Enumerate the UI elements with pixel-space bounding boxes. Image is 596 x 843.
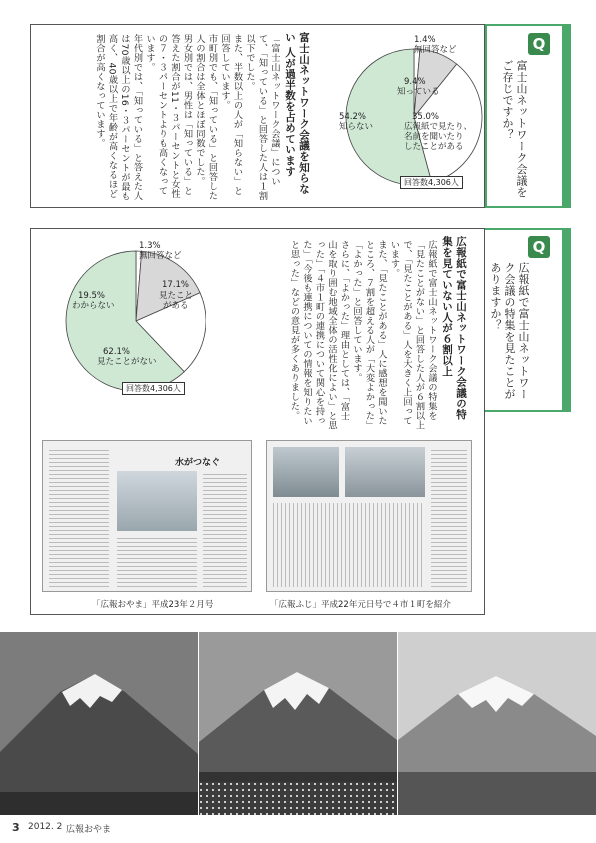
thumb1-text-block-2 [203, 471, 247, 587]
survey1-label-noans-pct: 1.4% [414, 35, 436, 45]
survey1-label-heard-2: 名前を聞いたり [404, 132, 464, 142]
thumb2-photo [273, 447, 339, 497]
caption-fuji: 「広報ふじ」平成22年元日号で４市１町を紹介 [270, 600, 451, 610]
survey2-label-notseen-pct: 62.1% [103, 347, 131, 357]
newsletter-thumbnail-oyama [42, 440, 252, 592]
survey1-label-know: 知っている [397, 87, 440, 97]
mt-fuji-photo-1 [0, 632, 198, 815]
survey2-heading: 広報紙で富士山ネットワーク会議の特 集を見ていない人が６割以上 [441, 236, 467, 420]
survey2-body-text: 広報紙で富士山ネットワーク会議の特集を「見たことがない」と回答した人が６割以上で、「見たことがある」人を大きく上回っています。 また、「見たことがある」人に感想を聞いたところ、７割を超える人が「大変よかった」「よかった」と回答しています。 さらに、「よかった」理由としては、「富士山を取り囲む地域全体の活性化によい」と思った」「４市１町の連携について関心を持った」「今後も連携についての情報を知りたいと思った」などの意見が多くありました。 [288, 240, 437, 430]
survey1-label-heard-pct: 35.0% [412, 112, 440, 122]
survey1-label-heard-3: したことがある [404, 142, 464, 152]
footer-publication: 広報おやま [66, 825, 112, 835]
survey1-label-noans: 無回答など [414, 45, 457, 55]
mt-fuji-photo-2 [199, 632, 397, 815]
survey1-question-text: 富士山ネットワーク会議をご存じですか？ [501, 60, 528, 198]
thumb2-text-block [431, 447, 467, 587]
survey1-body-text: 「富士山ネットワーク会議」について、「知っている」と回答した人は１割以下でした。 また、半数以上の人が「知らない」と回答しています。 市町別でも、「知っている」と回答した人の割合は全体とほぼ同数でした。 男女別では、男性は「知っている」と答えた割合が11・３パーセントと女性の７・３パーセントよりも高くなっています。 年代別では、「知っている」と答えた人は70歳以上の16・３パーセントが最も高く、40歳以上で年齢が高くなるほど割合が高くなっています。 [94, 34, 280, 202]
thumb1-title: 水がつなぐ [175, 458, 221, 468]
survey1-label-dontknow-pct: 54.2% [339, 112, 367, 122]
footer-date: 2012. 2 [28, 822, 63, 832]
survey2-label-notseen: 見たことがない [97, 357, 157, 367]
thumb2-text-block-2 [273, 503, 425, 587]
survey1-question-stripe [562, 24, 571, 208]
survey2-label-noans: 無回答など [139, 251, 182, 261]
survey2-label-seen-1: 見たこと [159, 291, 194, 301]
thumb1-photo [117, 471, 197, 531]
survey1-heading: 富士山ネットワーク会議を知らない 人が過半数を占めています [284, 32, 310, 194]
survey1-q-badge: Q [528, 33, 550, 55]
newsletter-thumbnail-fuji [266, 440, 472, 592]
survey2-respondents: 回答数4,306人 [122, 382, 185, 395]
thumb2-photo-2 [345, 447, 425, 497]
survey2-label-noans-pct: 1.3% [139, 241, 161, 251]
survey1-label-dontknow: 知らない [339, 122, 374, 132]
survey2-label-unknown: わからない [72, 301, 115, 311]
survey1-respondents: 回答数4,306人 [400, 176, 463, 189]
survey2-question-stripe [562, 228, 571, 412]
survey2-label-seen-2: がある [163, 301, 189, 311]
survey2-label-seen-pct: 17.1% [162, 280, 190, 290]
survey1-label-heard-1: 広報紙で見たり、 [404, 122, 473, 132]
caption-oyama: 「広報おやま」平成23年２月号 [92, 600, 214, 610]
survey2-q-badge: Q [528, 236, 550, 258]
page-number: 3 [12, 821, 20, 834]
survey2-pie-chart [56, 236, 206, 406]
survey2-label-unknown-pct: 19.5% [78, 291, 106, 301]
survey2-question-text: 広報紙で富士山ネットワーク会議の特集を見たことがありますか？ [489, 262, 530, 400]
thumb1-text-block-3 [117, 537, 197, 587]
survey1-label-know-pct: 9.4% [404, 77, 426, 87]
thumb1-text-block [49, 447, 109, 587]
mt-fuji-photo-3 [398, 632, 596, 815]
